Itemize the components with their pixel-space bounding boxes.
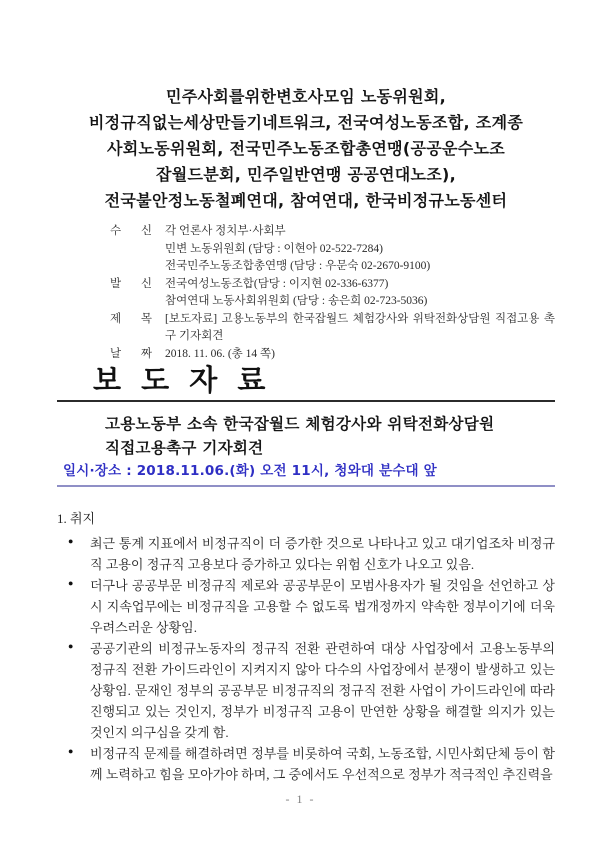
meta-value-line: 2018. 11. 06. (총 14 쪽) <box>165 347 275 360</box>
bullet-icon: ● <box>68 746 74 756</box>
bullet-icon: ● <box>68 536 74 546</box>
press-release-banner: 보 도 자 료 <box>93 363 271 397</box>
event-info-block <box>57 463 555 487</box>
subject-label: 제 목 <box>110 312 152 325</box>
bullet-icon: ● <box>68 641 74 651</box>
sender-label: 발 신 <box>110 277 152 290</box>
bullet-list-item <box>57 575 555 638</box>
bullet-text: 더구나 공공부문 비정규직 제로와 공공부문이 모범사용자가 될 것임을 선언하고 상시 지속업무에는 비정규직을 고용할 수 없도록 법개정까지 약속한 정부이기에 더욱 우려스러운 상황임. <box>90 578 555 635</box>
organization-header <box>57 84 555 214</box>
bullet-list-item <box>57 533 555 575</box>
bullet-list <box>57 533 555 785</box>
meta-value-line: 전국여성노동조합(담당 : 이지현 02-336-6377) <box>165 277 389 290</box>
org-header-line: 민주사회를위한변호사모임 노동위원회, <box>165 87 447 106</box>
press-release-banner-block <box>57 364 555 402</box>
bullet-icon: ● <box>68 578 74 588</box>
subject-values <box>165 311 555 346</box>
press-release-title-line: 직접고용촉구 기자회견 <box>105 439 264 457</box>
bullet-text: 최근 통계 지표에서 비정규직이 더 증가한 것으로 나타나고 있고 대기업조차 비정규직 고용이 정규직 고용보다 증가하고 있다는 위험 신호가 나오고 있음. <box>90 536 555 572</box>
recipient-label: 수 신 <box>110 225 152 237</box>
section-heading: 1. 취지 <box>57 511 96 526</box>
org-header-line: 잡월드분회, 민주일반연맹 공공연대노조), <box>156 165 456 184</box>
bullet-text: 비정규직 문제를 해결하려면 정부를 비롯하여 국회, 노동조합, 시민사회단체 등이 함께 노력하고 힘을 모아가야 하며, 그 중에서도 우선적으로 정부가 적극적인 추진력을 <box>90 746 555 782</box>
org-header-line: 비정규직없는세상만들기네트워크, 전국여성노동조합, 조계종 <box>88 113 524 132</box>
meta-row-subject <box>57 311 555 346</box>
sender-values <box>165 276 555 311</box>
meta-value-line: 민변 노동위원회 (담당 : 이현아 02-522-7284) <box>165 242 383 255</box>
meta-row-recipient <box>57 223 555 276</box>
event-info-text: 일시·장소 : 2018.11.06.(화) 오전 11시, 청와대 분수대 앞 <box>63 463 437 479</box>
meta-value-line: 전국민주노동조합총연맹 (담당 : 우문숙 02-2670-9100) <box>165 260 431 272</box>
date-label: 날 짜 <box>110 347 152 360</box>
bullet-list-item <box>57 743 555 785</box>
bullet-list-item <box>57 638 555 743</box>
bullet-text: 공공기관의 비정규노동자의 정규직 전환 관련하여 대상 사업장에서 고용노동부의 정규직 전환 가이드라인이 지켜지지 않아 다수의 사업장에서 분쟁이 발생하고 있는 상황임. 문재인 정부의 공공부문 비정규직의 정규직 전환 사업이 가이드라인에 따라 진행되고 있는 것인지, 정부가 비정규직 고용이 만연한 상황을 해결할 의지가 있는 것인지 의구심을 갖게 함. <box>90 641 555 740</box>
meta-table <box>57 223 555 363</box>
recipient-values <box>165 223 555 276</box>
org-header-line: 사회노동위원회, 전국민주노동조합총연맹(공공운수노조 <box>106 139 505 158</box>
page-number: - 1 - <box>285 792 316 806</box>
meta-value-line: 참여연대 노동사회위원회 (담당 : 송은희 02-723-5036) <box>165 295 428 307</box>
press-release-title-line: 고용노동부 소속 한국잡월드 체험강사와 위탁전화상담원 <box>105 415 495 433</box>
meta-value-line: [보도자료] 고용노동부의 한국잡월드 체험강사와 위탁전화상담원 직접고용 촉구 기자회견 <box>165 312 555 342</box>
date-values <box>165 346 555 364</box>
meta-value-line: 각 언론사 정치부·사회부 <box>165 225 286 237</box>
org-header-line: 전국불안정노동철폐연대, 참여연대, 한국비정규노동센터 <box>104 191 508 210</box>
meta-row-date <box>57 346 555 364</box>
press-release-title <box>105 412 555 460</box>
meta-row-sender <box>57 276 555 311</box>
